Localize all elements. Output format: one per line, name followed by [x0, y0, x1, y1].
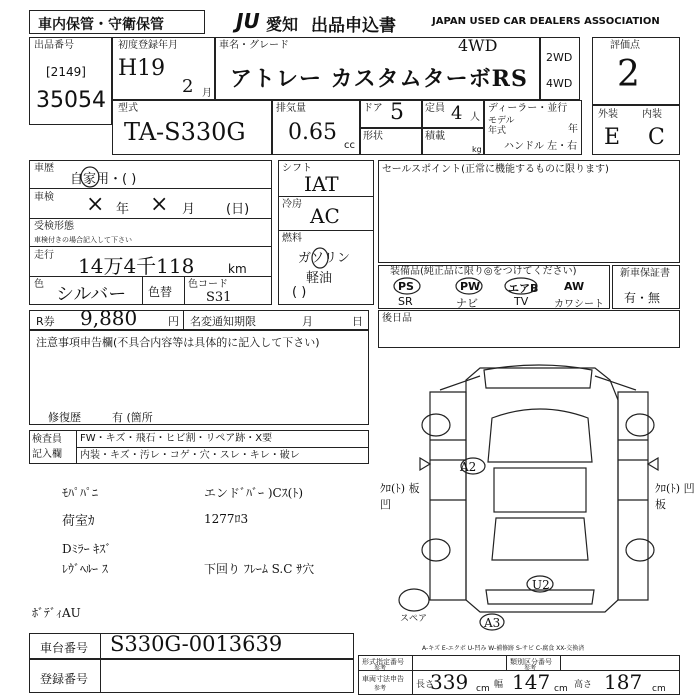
chassis-value: S330G-0013639 — [110, 632, 283, 656]
color-value: シルバー — [56, 284, 127, 305]
repair-label: 修復歴 — [48, 411, 81, 424]
class-label: 類別区分番号 — [510, 658, 552, 666]
load-label: 積載 — [425, 131, 445, 142]
repair-value: 有 (箇所 — [112, 411, 153, 424]
inspector-note: エンドﾞﾊﾞｰ )Cｽ(ﾄ) — [204, 486, 304, 500]
inspector-note: ﾚｳﾞﾍﾙｰ ｽ — [62, 562, 108, 576]
inspection-label: 車検 — [34, 192, 54, 203]
warranty-value: 有・無 — [624, 291, 661, 305]
mileage-label: 走行 — [34, 250, 54, 261]
load-unit: kg — [472, 145, 482, 154]
first-registration-month: 2 — [182, 76, 194, 97]
year-unit: 年 — [568, 124, 578, 135]
name-change-day: 日 — [352, 315, 363, 328]
inspector-note: ﾎﾞﾃﾞｨAU — [32, 606, 81, 620]
chassis-label: 車台番号 — [40, 641, 89, 655]
car-name-label: 車名・グレード — [219, 40, 289, 51]
equip-navi: ナビ — [456, 297, 478, 310]
diagram-right-note: ｸﾛ(ﾄ) 凹板 — [655, 482, 695, 511]
diagram-legend: A-キズ E-エクボ U-凹み W-補修跡 S-サビ C-腐食 XX-交換済 — [422, 645, 585, 652]
seat-unit: 人 — [470, 112, 480, 123]
month-unit: 月 — [202, 88, 212, 99]
ju-logo: JU — [236, 9, 260, 33]
equip-seat: カワシート — [554, 299, 604, 310]
inspector-note: ﾓﾊﾟﾊﾟﾆ — [62, 486, 99, 500]
drive-4wd: 4WD — [546, 77, 573, 90]
fuel-other: ( ) — [292, 285, 307, 300]
ac-label: 冷房 — [282, 199, 302, 210]
damage-mark: U2 — [532, 578, 550, 592]
width-value: 147 — [512, 670, 551, 694]
seat-label: 定員 — [425, 103, 445, 114]
inspector-legend-2: 内装・キズ・汚レ・コゲ・穴・スレ・キレ・破レ — [80, 450, 300, 461]
recycle-label: R券 — [36, 315, 55, 328]
inspector-note: 荷室ｶ — [62, 514, 95, 529]
equip-tv: TV — [514, 295, 529, 308]
exterior-value: E — [604, 125, 621, 150]
inspector-label-1: 検査員 — [32, 434, 62, 445]
equip-sr: SR — [398, 295, 413, 308]
history-label: 車歴 — [34, 163, 54, 174]
color-code-label: 色コード — [188, 279, 228, 290]
fuel-label: 燃料 — [282, 233, 302, 244]
equipment-label: 装備品(純正品に限り◎をつけてください) — [390, 266, 577, 277]
inspector-note: 1277ﾛ3 — [204, 512, 249, 526]
spare-label: スペア — [400, 614, 428, 624]
height-value: 187 — [604, 670, 643, 694]
width-unit: cm — [554, 684, 568, 694]
inspection-year: × — [86, 192, 105, 217]
door-value: 5 — [390, 100, 404, 125]
storage-label: 車内保管・守衛保管 — [38, 17, 164, 33]
interior-label: 内装 — [642, 109, 662, 120]
drive-type: 4WD — [458, 36, 498, 55]
recycle-value: 9,880 — [80, 306, 138, 330]
grade-label: 評価点 — [610, 40, 640, 51]
damage-mark: A3 — [484, 616, 501, 630]
mileage-unit: km — [228, 262, 247, 276]
displacement-value: 0.65 — [288, 120, 337, 145]
model-label: 型式 — [118, 103, 138, 114]
door-label: ドア — [363, 103, 383, 114]
drive-2wd: 2WD — [546, 51, 573, 64]
equip-airbag: エアB — [508, 282, 539, 295]
association-name: JAPAN USED CAR DEALERS ASSOCIATION — [432, 16, 660, 27]
lot-number: 35054 — [36, 88, 106, 113]
model-year-label: モデル年式 — [488, 116, 515, 136]
dimension-split-2 — [506, 655, 507, 670]
length-unit: cm — [476, 684, 490, 694]
first-registration-year: H19 — [118, 56, 166, 81]
color-code-value: S31 — [206, 290, 232, 305]
grade-value: 2 — [617, 54, 640, 95]
model-value: TA-S330G — [124, 118, 246, 146]
fuel-diesel: 軽油 — [306, 271, 333, 286]
color-label: 色 — [34, 279, 44, 290]
inspector-note: Dﾐﾗｰ ｷｽﾞ — [62, 542, 112, 556]
size-label: 車両寸法申告 — [362, 675, 404, 683]
inspection-month: × — [150, 192, 169, 217]
length-label: 長さ — [416, 680, 435, 690]
exterior-label: 外装 — [598, 109, 618, 120]
type-label: 形式指定番号 — [362, 658, 404, 666]
car-name: アトレー カスタムターボRS — [230, 66, 528, 92]
delivery-note: 車検付きの場合記入して下さい — [34, 236, 132, 244]
aichi-label: 愛知 — [266, 15, 299, 34]
type-sub: 参考 — [374, 665, 387, 672]
recycle-unit: 円 — [168, 315, 179, 328]
notes-label: 注意事項申告欄(不具合内容等は具体的に記入して下さい) — [36, 336, 320, 349]
name-change-month: 月 — [302, 315, 313, 328]
form-title: 出品申込書 — [311, 16, 396, 36]
damage-mark: A2 — [460, 460, 477, 474]
reg-label: 登録番号 — [40, 672, 89, 686]
diagram-left-note: ｸﾛ(ﾄ) 板凹 — [380, 482, 420, 511]
history-value: 自家用・( ) — [70, 172, 137, 187]
interior-value: C — [648, 125, 665, 150]
shape-label: 形状 — [363, 131, 383, 142]
class-sub: 参考 — [524, 665, 537, 672]
length-value: 339 — [430, 670, 469, 694]
mileage-value: 14万4千118 — [78, 254, 195, 278]
after-items-label: 後日品 — [382, 313, 412, 324]
inspection-year-unit: 年 — [116, 202, 130, 217]
dimension-split — [412, 655, 413, 695]
inspector-note: 下回り ﾌﾚｰﾑ S.C ｻ穴 — [204, 562, 315, 576]
ac-value: AC — [310, 204, 340, 228]
shift-label: シフト — [282, 163, 312, 174]
warranty-label: 新車保証書 — [620, 268, 670, 279]
equip-pw: PW — [460, 280, 481, 293]
shift-value: IAT — [304, 172, 339, 196]
equip-ps: PS — [398, 280, 414, 293]
lot-number-label: 出品番号 — [34, 40, 74, 51]
handle-label: ハンドル 左・右 — [504, 141, 578, 152]
displacement-label: 排気量 — [276, 103, 306, 114]
delivery-label: 受検形態 — [34, 221, 74, 232]
sales-point-label: セールスポイント(正常に機能するものに限ります) — [382, 164, 609, 175]
equip-aw: AW — [564, 280, 585, 293]
seat-value: 4 — [451, 103, 463, 124]
lot-number-small: [2149] — [46, 65, 86, 79]
name-change-label: 名変通知期限 — [190, 315, 256, 328]
inspection-day-unit: (日) — [226, 202, 250, 217]
displacement-unit: cc — [344, 140, 355, 151]
height-label: 高さ — [574, 680, 593, 690]
inspector-legend-1: FW・キズ・飛石・ヒビ割・リペア跡・X要 — [80, 433, 273, 444]
color-change-label: 色替 — [148, 285, 173, 299]
dealer-label: ディーラー・並行 — [488, 103, 568, 114]
dimension-split-3 — [560, 655, 561, 670]
inspection-month-unit: 月 — [182, 202, 196, 217]
inspector-label-2: 記入欄 — [32, 449, 62, 460]
height-unit: cm — [652, 684, 666, 694]
fuel-value: ガソリン — [298, 251, 351, 266]
size-sub: 参考 — [374, 685, 387, 692]
width-label: 幅 — [494, 680, 504, 690]
first-registration-label: 初度登録年月 — [118, 40, 178, 51]
